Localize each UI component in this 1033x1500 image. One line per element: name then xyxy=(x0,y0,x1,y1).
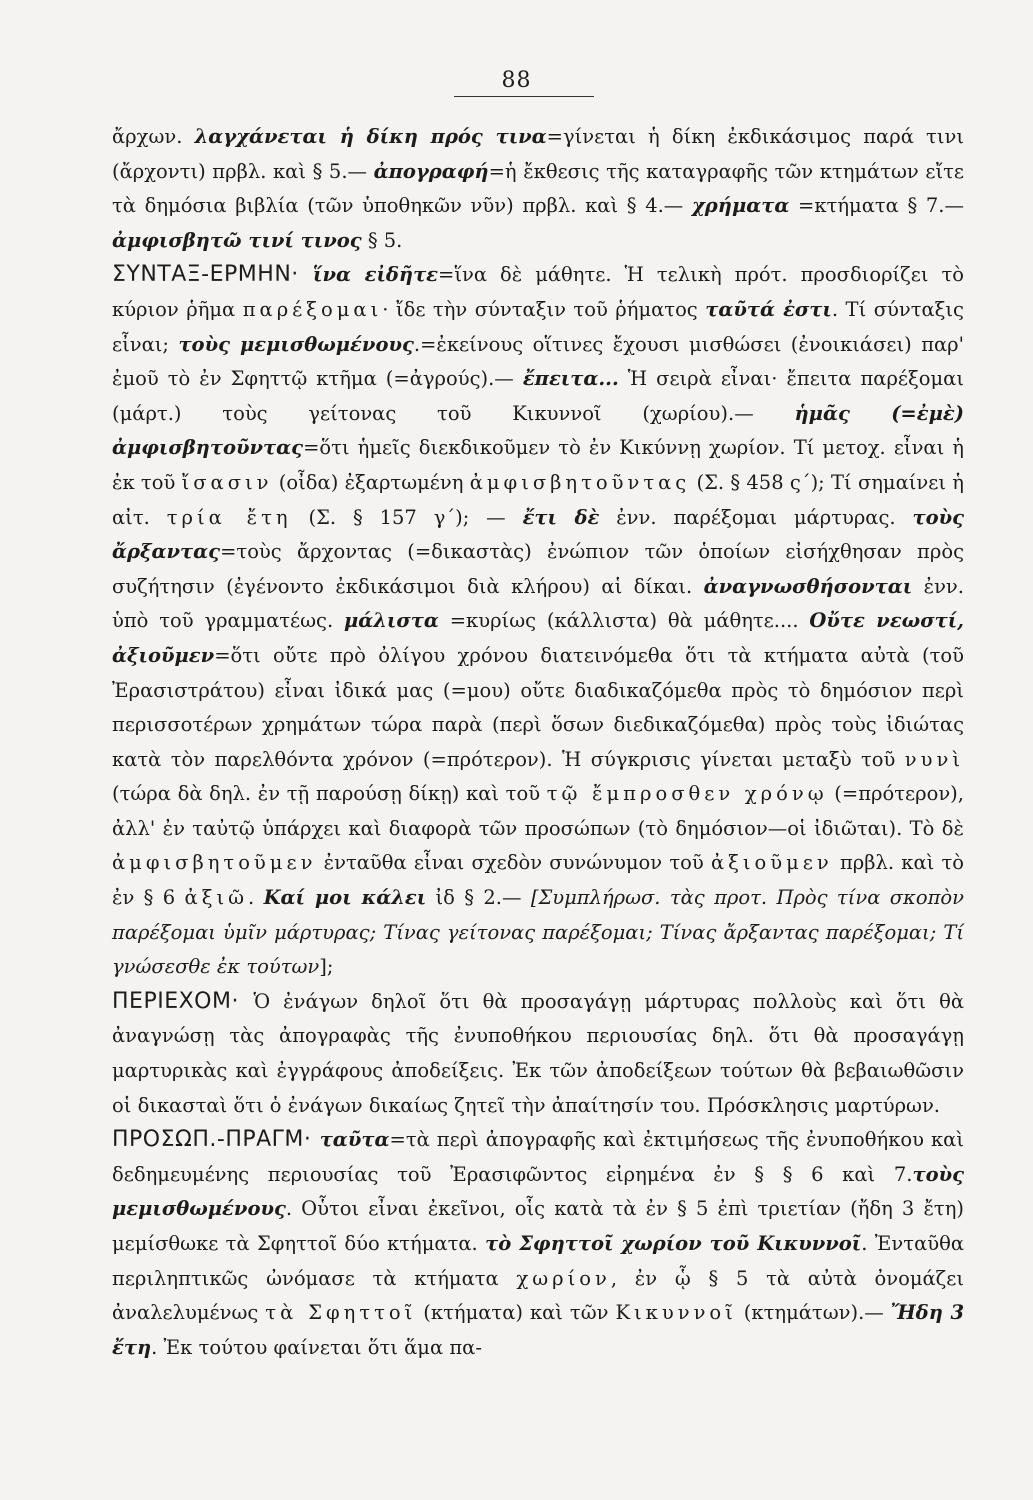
spaced-word: ἴσασιν xyxy=(181,470,273,494)
lemma: Οὔτε νεωστί, ἀξιοῦμεν xyxy=(112,609,964,667)
lemma: ἡμᾶς (=ἐμὲ) ἀμφισβητοῦντας xyxy=(112,401,964,460)
section-heading: ΠΡΟΣΩΠ.-ΠΡΑΓΜ· xyxy=(112,1127,320,1153)
lemma: ταῦτα xyxy=(319,1128,390,1152)
paragraph-persons-things xyxy=(112,1123,964,1365)
lemma: ἀμφισβητῶ τινί τινος xyxy=(112,228,362,252)
text-run: . Ἐνταῦθα περιληπτικῶς ὠνόμασε τὰ κτήματα xyxy=(112,1232,964,1290)
lemma: ἔτι δὲ xyxy=(522,505,600,529)
text-run: (Σ. § 157 γ΄); — xyxy=(291,505,523,529)
text-run: =τὰ περὶ ἀπογραφῆς καὶ ἐκτιμήσεως τῆς ἐνυποθήκου καὶ δεδημευμένης περιουσίας τοῦ Ἐρασιφῶντος εἰρημένα ἐν § § 6 καὶ 7. xyxy=(112,1128,964,1186)
text-run: . Οὗτοι εἶναι ἐκεῖνοι, οἷς κατὰ τὰ ἐν § 5 ἐπὶ τριετίαν (ἤδη 3 ἔτη) μεμίσθωκε τὰ Σφηττοῖ δύο κτήματα. xyxy=(112,1197,964,1255)
spaced-word: ἀμφισβητοῦμεν xyxy=(112,851,317,875)
section-heading: ΣΥΝΤΑΞ-ΕΡΜΗΝ· xyxy=(112,262,314,288)
text-run: · ἴδε τὴν σύνταξιν τοῦ ῥήματος xyxy=(382,297,706,321)
lemma: Ἤδη 3 ἔτη xyxy=(112,1301,965,1359)
spaced-word: παρέξομαι xyxy=(242,297,383,321)
text-run: ἐνταῦθα εἶναι σχεδὸν συνώνυμον τοῦ xyxy=(316,851,711,875)
paragraph-contents xyxy=(112,985,964,1123)
text-run: =ἵνα δὲ μάθητε. Ἡ τελικὴ πρότ. προσδιορίζει τὸ κύριον ῥῆμα xyxy=(112,263,964,321)
lemma: τὸ Σφηττοῖ χωρίον τοῦ Κικυννοῖ xyxy=(485,1232,862,1255)
text-run: =γίνεται ἡ δίκη ἐκδικάσιμος παρά τινι (ἄρχοντι) πρβλ. καὶ § 5.— xyxy=(112,125,964,183)
spaced-word: τρία ἔτη xyxy=(166,505,292,529)
spaced-word: τὰ Σφηττοῖ xyxy=(265,1301,417,1325)
text-run: (κτημάτων).— xyxy=(736,1301,891,1325)
lemma: μάλιστα xyxy=(343,609,439,633)
text-run: § 5. xyxy=(361,228,403,252)
lemma: τοὺς μεμισθωμένους xyxy=(178,332,414,356)
lemma: τοὺς μεμισθωμένους xyxy=(112,1162,964,1221)
text-run: (=πρότερον), ἀλλ' ἐν ταὐτῷ ὑπάρχει καὶ διαφορὰ τῶν προσώπων (τὸ δημόσιον—οἱ ἰδιῶται). Τὸ δὲ xyxy=(112,782,964,840)
text-run: (κτήματα) καὶ τῶν xyxy=(416,1301,616,1325)
spaced-word: νυνὶ xyxy=(904,747,964,771)
spaced-word: ἀξιοῦμεν xyxy=(710,851,833,875)
spaced-word: Κικυννοῖ xyxy=(615,1301,737,1325)
text-run: ]; xyxy=(319,955,334,979)
text-run: ἰδ § 2.— xyxy=(426,886,531,910)
text-run: (τώρα δὰ δηλ. ἐν τῇ παρούσῃ δίκῃ) καὶ τοῦ xyxy=(112,782,547,806)
text-run: πρβλ. καὶ τὸ ἐν § 6 xyxy=(112,851,964,910)
lemma: ἵνα εἰδῆτε xyxy=(313,263,439,287)
lemma: λαγχάνεται ἡ δίκη πρός τινα xyxy=(194,125,547,148)
spaced-word: ἀξιῶ xyxy=(184,886,249,910)
lemma: ἀπογραφή xyxy=(373,159,489,183)
lemma: χρήματα xyxy=(691,194,790,218)
page-number: 88 xyxy=(501,68,532,93)
paragraph-glossary-continued xyxy=(112,120,964,258)
text-run: . xyxy=(248,886,264,910)
text-run: =ἡ ἔκθεσις τῆς καταγραφῆς τῶν κτημάτων εἴτε τὰ δημόσια βιβλία (τῶν ὑποθηκῶν νῦν) πρβλ. καὶ § 4.— xyxy=(112,159,964,218)
text-run: . Ἐκ τούτου φαίνεται ὅτι ἅμα πα- xyxy=(151,1335,482,1359)
text-run: =κτήματα § 7.— xyxy=(789,194,964,218)
exercise-text: [Συμπλήρωσ. τὰς προτ. Πρὸς τίνα σκοπὸν παρέξομαι ὑμῖν μάρτυρας; Τίνας γείτονας παρέξομαι; Τίνας ἄρξαντας παρέξομαι; Τί γνώσεσθε ἐκ τούτων xyxy=(112,886,964,979)
section-heading: ΠΕΡΙΕΧΟΜ· xyxy=(112,988,254,1014)
body-text xyxy=(112,120,964,1365)
text-run: Ὁ ἐνάγων δηλοῖ ὅτι θὰ προσαγάγῃ μάρτυρας πολλοὺς καὶ ὅτι θὰ ἀναγνώσῃ τὰς ἀπογραφὰς τῆς ἐνυποθήκου περιουσίας δηλ. ὅτι θὰ προσαγάγῃ μαρτυρικὰς καὶ ἐγγράφους ἀποδείξεις. Ἐκ τῶν ἀποδείξεων τούτων θὰ βεβαιωθῶσιν οἱ δικασταὶ ὅτι ὁ ἐνάγων δικαίως ζητεῖ τὴν ἀπαίτησίν του. Πρόσκλησις μαρτύρων. xyxy=(112,989,964,1117)
text-run: .=ἐκείνους οἵτινες ἔχουσι μισθώσει (ἐνοικιάσει) παρ' ἐμοῦ τὸ ἐν Σφηττῷ κτῆμα (=ἀγρούς).— xyxy=(112,332,965,391)
text-run: (οἶδα) ἐξαρτωμένη xyxy=(272,470,470,494)
spaced-word: χωρίον xyxy=(516,1266,611,1290)
text-run: =τοὺς ἄρχοντας (=δικαστὰς) ἐνώπιον τῶν ὁποίων εἰσήχθησαν πρὸς συζήτησιν (ἐγένοντο ἐκδικάσιμοι διὰ κλήρου) αἱ δίκαι. xyxy=(112,540,964,598)
text-run: Ἡ σειρὰ εἶναι· ἔπειτα παρέξομαι (μάρτ.) τοὺς γείτονας τοῦ Κικυννοῖ (χωρίου).— xyxy=(112,367,964,425)
spaced-word: ἀμφισβητοῦντας xyxy=(469,470,691,494)
text-run: =ὅτι ἡμεῖς διεκδικοῦμεν τὸ ἐν Κικύννῃ χωρίον. Τί μετοχ. εἶναι ἡ ἐκ τοῦ xyxy=(112,436,964,494)
lemma: τοὺς ἄρξαντας xyxy=(112,505,965,564)
text-run: (Σ. § 458 ς΄); Τί σημαίνει ἡ αἰτ. xyxy=(112,470,964,529)
lemma: ταῦτά ἐστι xyxy=(705,297,832,321)
text-run: ἄρχων. xyxy=(112,125,195,148)
lemma: Καί μοι κάλει xyxy=(263,886,427,910)
text-run: =κυρίως (κάλλιστα) θὰ μάθητε.... xyxy=(438,609,810,633)
text-run: =ὅτι οὔτε πρὸ ὀλίγου χρόνου διατεινόμεθα ὅτι τὰ κτήματα αὐτὰ (τοῦ Ἐρασιστράτου) εἶναι ἰδικά μας (=μου) οὔτε διαδικαζόμεθα πρὸς τὸ δημόσιον περὶ περισσοτέρων χρημάτων τώρα παρὰ (περὶ ὅσων διεδικαζόμεθα) πρὸς τοὺς ἰδιώτας κατὰ τὸν παρελθόντα χρόνον (=πρότερον). Ἡ σύγκρισις γίνεται μεταξὺ τοῦ xyxy=(112,643,964,771)
lemma: ἔπειτα... xyxy=(522,367,619,391)
text-run: , ἐν ᾧ § 5 τὰ αὐτὰ ὀνομάζει ἀναλελυμένως xyxy=(112,1266,964,1325)
paragraph-syntax-interpretation xyxy=(112,258,964,984)
text-run: ἐνν. ὑπὸ τοῦ γραμματέως. xyxy=(112,574,964,633)
spaced-word: τῷ ἔμπροσθεν χρόνῳ xyxy=(546,782,828,806)
text-run: ἐνν. παρέξομαι μάρτυρας. xyxy=(599,505,913,529)
text-run: . Τί σύνταξις εἶναι; xyxy=(112,297,964,356)
lemma: ἀναγνωσθήσονται xyxy=(703,574,913,598)
page-number-rule xyxy=(454,96,594,97)
